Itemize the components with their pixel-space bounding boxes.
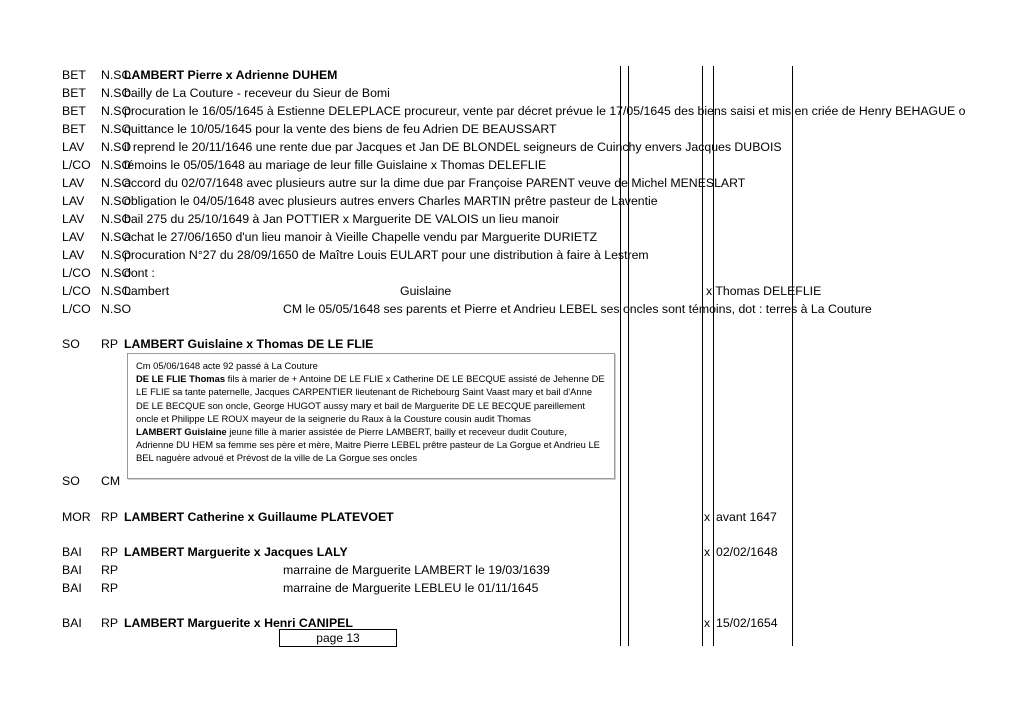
reference-code: RP [101,563,119,577]
table-row [0,472,1024,490]
table-row [0,120,1024,138]
row-text: il reprend le 20/11/1646 une rente due par Jacques et Jan DE BLONDEL seigneurs de Cuinchy envers Jacques DUBOIS [124,140,782,154]
note-groom [136,372,606,425]
note-groom-text: fils à marier de + Antoine DE LE FLIE x Catherine DE LE BECQUE assisté de Jehenne DE LE FLIE sa tante paternelle, Jacques CARPENTIER lieutenant de Richebourg Saint Vaast mary et bail d'Anne DE LE BECQUE son oncle, George HUGOT aussy mary et bail de Marguerite DE LE BECQUE pareillement oncle et Philippe LE ROUX mayeur de la seignerie du Raux à la Cousture cousin audit Thomas [136,373,605,424]
row-text: marraine de Marguerite LEBLEU le 01/11/1645 [283,581,539,595]
row-text: bail 275 du 25/10/1649 à Jan POTTIER x Marguerite DE VALOIS un lieu manoir [124,212,560,226]
table-row [0,174,1024,192]
reference-code: N.SO [101,230,132,244]
source-code: LAV [62,194,85,208]
table-row [0,156,1024,174]
marriage-mark: x [704,616,711,630]
reference-code: RP [101,510,119,524]
reference-code: N.SO [101,266,132,280]
couple-row [0,614,1024,632]
row-text: bailly de La Couture - receveur du Sieur de Bomi [124,86,390,100]
source-code: L/CO [62,266,91,280]
reference-code: RP [101,545,119,559]
reference-code: N.SO [101,194,132,208]
marriage-date: 15/02/1654 [716,616,778,630]
source-code: L/CO [62,284,91,298]
source-code: L/CO [62,302,91,316]
row-text: marraine de Marguerite LAMBERT le 19/03/1639 [283,563,550,577]
reference-code: N.SO [101,302,132,316]
marriage-contract-row [0,300,1024,318]
couple-title: LAMBERT Catherine x Guillaume PLATEVOET [124,510,394,524]
couple-row [0,335,1024,353]
table-row [0,228,1024,246]
source-code: LAV [62,140,85,154]
reference-code: N.SO [101,104,132,118]
reference-code: N.SO [101,158,132,172]
note-groom-name: DE LE FLIE Thomas [136,373,226,385]
source-code: SO [62,474,80,488]
reference-code: N.SO [101,212,132,226]
couple-row [0,543,1024,561]
spouse-name: x Thomas DELEFLIE [706,284,822,298]
source-code: BET [62,104,86,118]
page-number: page 13 [279,629,397,647]
source-code: BET [62,68,86,82]
source-code: BET [62,122,86,136]
couple-title: LAMBERT Guislaine x Thomas DE LE FLIE [124,337,374,351]
source-code: LAV [62,248,85,262]
source-code: BAI [62,545,82,559]
source-code: L/CO [62,158,91,172]
source-code: BAI [62,563,82,577]
row-text: quittance le 10/05/1645 pour la vente des biens de feu Adrien DE BEAUSSART [124,122,557,136]
reference-code: N.SO [101,86,132,100]
reference-code: RP [101,616,119,630]
children-row [0,282,1024,300]
table-row [0,264,1024,282]
reference-code: CM [101,474,121,488]
reference-code: N.SO [101,122,132,136]
source-code: LAV [62,230,85,244]
family-name: Lambert [124,284,170,298]
source-code: BAI [62,581,82,595]
marriage-mark: x [704,545,711,559]
source-code: MOR [62,510,91,524]
reference-code: N.SO [101,140,132,154]
table-row [0,66,1024,84]
table-row [0,138,1024,156]
row-text: achat le 27/06/1650 d'un lieu manoir à Vieille Chapelle vendu par Marguerite DURIETZ [124,230,598,244]
couple-title: LAMBERT Marguerite x Jacques LALY [124,545,348,559]
row-text: CM le 05/05/1648 ses parents et Pierre et Andrieu LEBEL ses oncles sont témoins, dot : terres à La Couture [283,302,872,316]
row-text: dont : [124,266,155,280]
reference-code: RP [101,581,119,595]
source-code: LAV [62,212,85,226]
marriage-mark: x [704,510,711,524]
row-text: procuration le 16/05/1645 à Estienne DELEPLACE procureur, vente par décret prévue le 17/05/1645 des biens saisi et mis en criée de Henry BEHAGUE o [124,104,966,118]
note-heading: Cm 05/06/1648 acte 92 passé à La Couture [136,360,318,371]
row-text: accord du 02/07/1648 avec plusieurs autre sur la dime due par Françoise PARENT veuve de Michel MENESLART [124,176,746,190]
first-name: Guislaine [400,284,452,298]
source-code: BET [62,86,86,100]
marriage-date: 02/02/1648 [716,545,778,559]
row-text: LAMBERT Pierre x Adrienne DUHEM [124,68,338,82]
marriage-date: avant 1647 [716,510,777,524]
table-row [0,246,1024,264]
table-row [0,192,1024,210]
reference-code: N.SO [101,176,132,190]
reference-code: N.SO [101,248,132,262]
source-code: LAV [62,176,85,190]
note-bride-text: jeune fille à marier assistée de Pierre LAMBERT, bailly et receveur dudit Couture, Adrienne DU HEM sa femme ses père et mère, Maitre Pierre LEBEL prêtre pasteur de La Gorgue et Andrieu LE BEL naguère advoué et Prévost de la ville de La Gorgue ses oncles [136,426,600,464]
table-row [0,561,1024,579]
source-code: BAI [62,616,82,630]
table-row [0,210,1024,228]
reference-code: RP [101,337,119,351]
row-text: témoins le 05/05/1648 au mariage de leur fille Guislaine x Thomas DELEFLIE [124,158,547,172]
row-text: procuration N°27 du 28/09/1650 de Maître Louis EULART pour une distribution à faire à Lestrem [124,248,649,262]
table-row [0,102,1024,120]
couple-title: LAMBERT Marguerite x Henri CANIPEL [124,616,353,630]
note-bride-name: LAMBERT Guislaine [136,426,227,438]
row-text: obligation le 04/05/1648 avec plusieurs autres envers Charles MARTIN prêtre pasteur de Laventie [124,194,658,208]
comment-note [127,353,615,479]
reference-code: N.SO [101,68,132,82]
reference-code: N.SO [101,284,132,298]
source-code: SO [62,337,80,351]
table-row [0,84,1024,102]
table-row [0,579,1024,597]
couple-row [0,508,1024,526]
note-bride [136,425,606,465]
